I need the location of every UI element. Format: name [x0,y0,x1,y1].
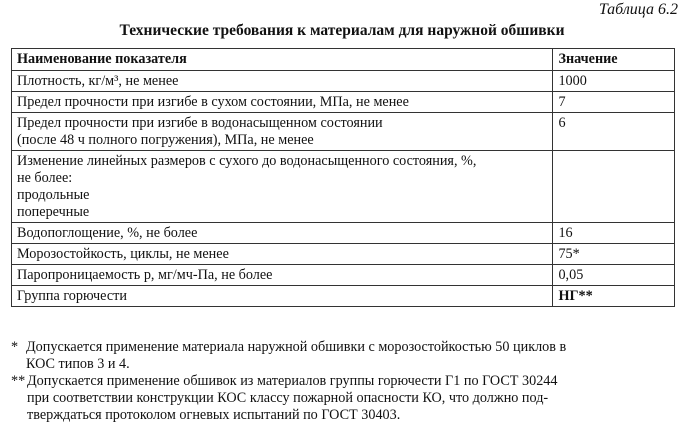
requirements-table [11,48,675,307]
footnote-text [27,373,671,424]
row-name-line: Предел прочности при изгибе в сухом состоянии, МПа, не менее [17,94,409,110]
row-value: 1000 [553,71,675,92]
row-name [12,92,553,113]
footnote-text [26,339,671,373]
footnote-line: при соответствии конструкции КОС классу пожарной опасности КО, что должно под- [27,390,549,406]
footnote [11,339,671,373]
footnote-mark: ** [11,373,26,389]
table-row [12,244,675,265]
table-row [12,113,675,151]
row-name [12,286,553,307]
table-row [12,151,675,223]
row-name-line: Группа горючести [17,288,127,304]
table-row [12,286,675,307]
footnote-line: Допускается применение обшивок из материалов группы горючести Г1 по ГОСТ 30244 [27,373,558,389]
row-name-line: Паропроницаемость р, мг/мч-Па, не более [17,267,273,283]
row-name [12,265,553,286]
table-title: Технические требования к материалам для наружной обшивки [119,22,565,39]
table-row [12,223,675,244]
row-value: 0,05 [553,265,675,286]
footnote [11,373,671,424]
footnote-line: КОС типов 3 и 4. [26,356,130,372]
footnote-line: Допускается применение материала наружной обшивки с морозостойкостью 50 циклов в [26,339,567,355]
header-value: Значение [553,49,675,71]
row-name-line: не более: [17,170,73,186]
header-indicator-name: Наименование показателя [12,49,553,71]
row-name-line: продольные [17,187,90,203]
row-name-line: Морозостойкость, циклы, не менее [17,246,229,262]
row-name [12,71,553,92]
row-name [12,244,553,265]
row-value: 16 [553,223,675,244]
table-row [12,265,675,286]
table-row [12,71,675,92]
footnote-mark: * [11,339,19,355]
row-name-line: поперечные [17,204,90,220]
row-name-line: (после 48 ч полного погружения), МПа, не менее [17,132,314,148]
row-name-line: Предел прочности при изгибе в водонасыщенном состоянии [17,115,383,131]
row-value: 7 [553,92,675,113]
row-value: 75* [553,244,675,265]
footnote-line: тверждаться протоколом огневых испытаний по ГОСТ 30403. [27,407,401,423]
row-name-line: Изменение линейных размеров с сухого до водонасыщенного состояния, %, [17,153,477,169]
row-name [12,113,553,151]
row-name-line: Водопоглощение, %, не более [17,225,198,241]
row-value: 6 [553,113,675,151]
table-header-row [12,49,675,71]
row-name [12,151,553,223]
footnotes [11,339,671,424]
row-name-line: Плотность, кг/м³, не менее [17,73,179,89]
row-value: НГ** [553,286,675,307]
row-value [553,151,675,223]
table-number: Таблица 6.2 [598,1,678,18]
table-row [12,92,675,113]
row-name [12,223,553,244]
